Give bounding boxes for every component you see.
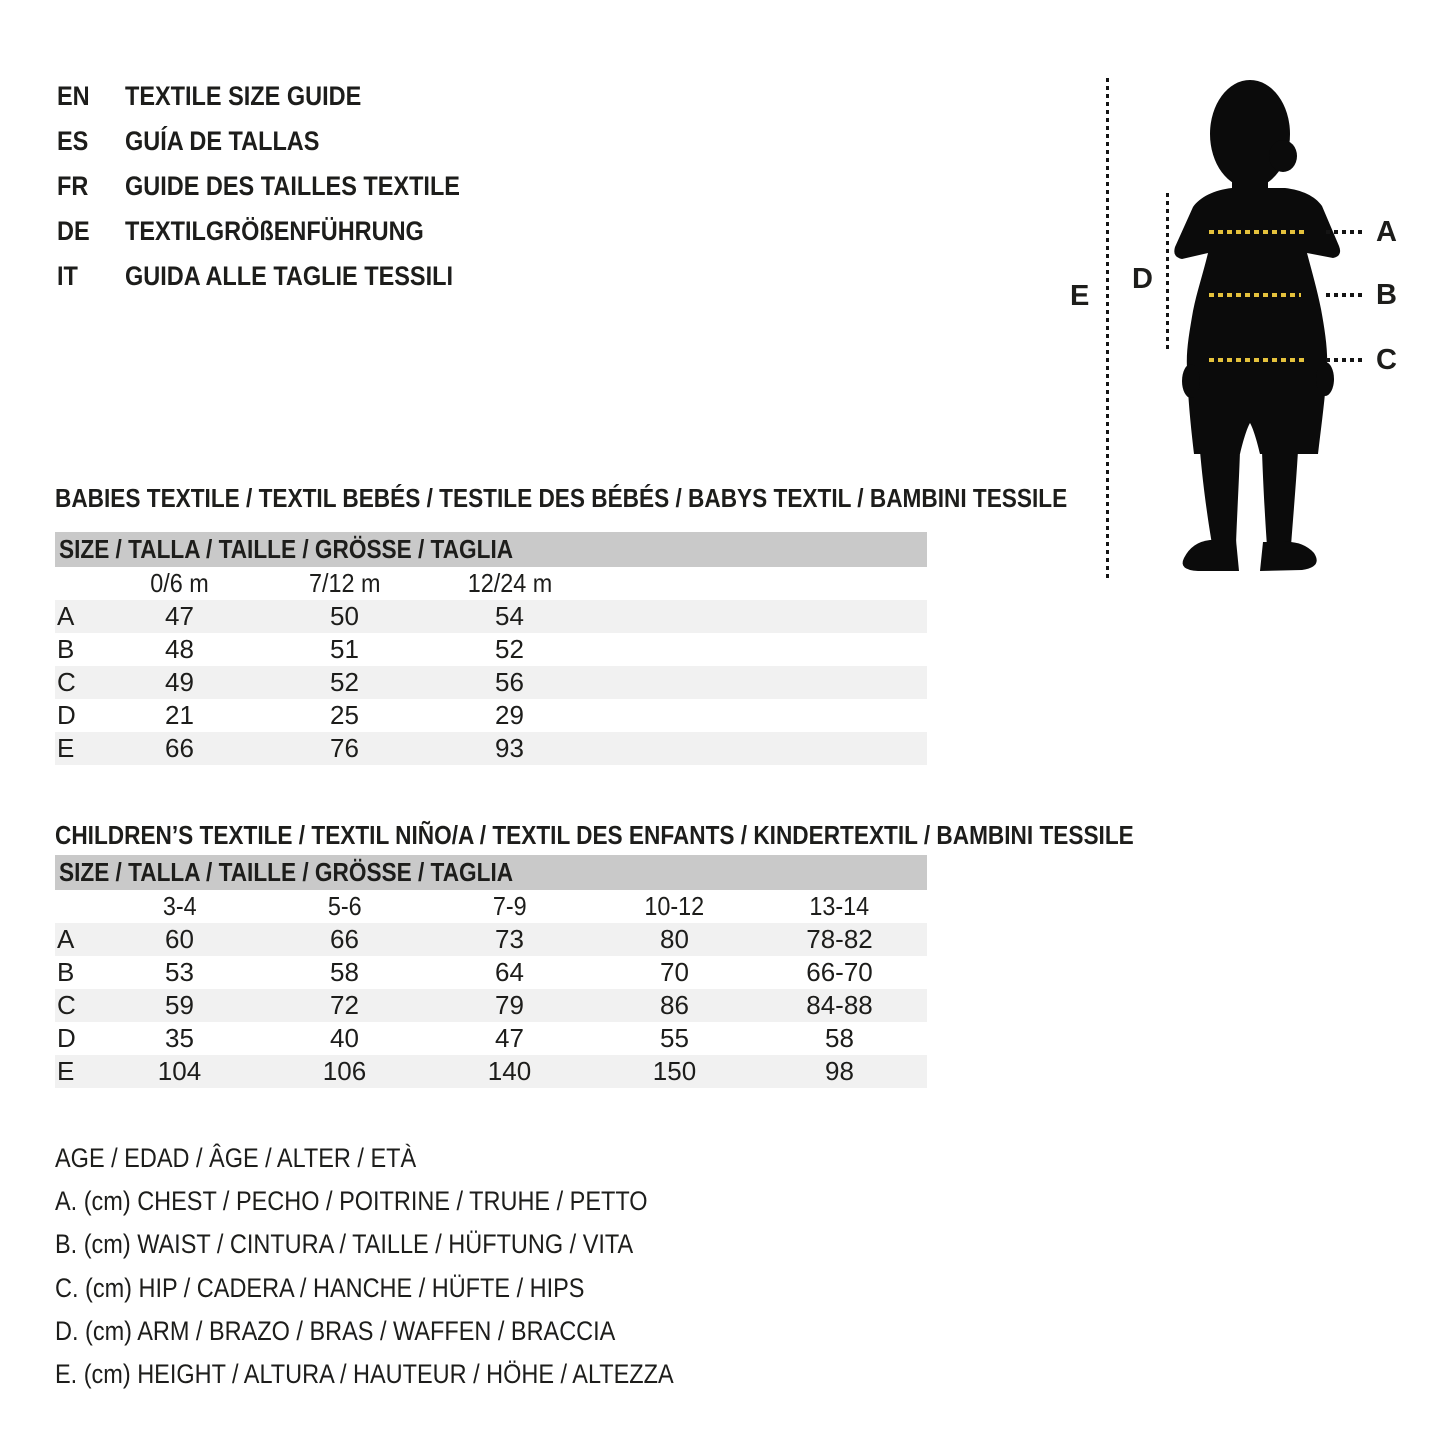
legend-arm-text: D. (cm) ARM / BRAZO / BRAS / WAFFEN / BRACCIA (55, 1316, 616, 1346)
children-col-10-12: 10-12 (644, 891, 705, 921)
children-size-bar-text: SIZE / TALLA / TAILLE / GRÖSSE / TAGLIA (59, 857, 514, 887)
silhouette-right-hand (1316, 362, 1334, 396)
babies-corner-cell (55, 567, 97, 600)
row-label: D (57, 700, 76, 730)
table-cell: 66 (330, 924, 359, 954)
silhouette-right-leg (1262, 451, 1298, 546)
table-cell: 54 (495, 601, 524, 631)
children-col-3-4: 3-4 (162, 891, 197, 921)
legend-waist-text: B. (cm) WAIST / CINTURA / TAILLE / HÜFTUNG / VITA (55, 1229, 634, 1259)
table-cell: 60 (165, 924, 194, 954)
table-cell: 86 (660, 990, 689, 1020)
children-section-heading-text: CHILDREN’S TEXTILE / TEXTIL NIÑO/A / TEXTIL DES ENFANTS / KINDERTEXTIL / BAMBINI TESSILE (55, 820, 1134, 850)
row-label: E (57, 733, 75, 763)
legend-height-text: E. (cm) HEIGHT / ALTURA / HAUTEUR / HÖHE / ALTEZZA (55, 1359, 674, 1389)
babies-section-heading-text: BABIES TEXTILE / TEXTIL BEBÉS / TESTILE DES BÉBÉS / BABYS TEXTIL / BAMBINI TESSILE (55, 483, 1068, 513)
lang-title-it: GUIDA ALLE TAGLIE TESSILI (125, 261, 453, 291)
hip-measure-line-c (1209, 358, 1305, 362)
children-size-table (55, 890, 927, 1088)
table-cell: 47 (165, 601, 194, 631)
table-cell: 51 (330, 634, 359, 664)
table-cell: 50 (330, 601, 359, 631)
table-cell: 52 (330, 667, 359, 697)
silhouette-torso (1174, 188, 1340, 454)
row-label: C (57, 667, 76, 697)
table-cell: 84-88 (806, 990, 873, 1020)
table-cell: 55 (660, 1023, 689, 1053)
table-cell: 59 (165, 990, 194, 1020)
silhouette-left-leg (1200, 451, 1240, 544)
table-cell: 64 (495, 957, 524, 987)
babies-col-7-12m: 7/12 m (308, 568, 381, 598)
lang-title-es: GUÍA DE TALLAS (125, 126, 320, 156)
children-col-5-6: 5-6 (327, 891, 362, 921)
lang-code-de: DE (57, 216, 90, 246)
arm-measure-line-d (1166, 193, 1169, 352)
legend-line-arm (55, 1316, 699, 1346)
legend-line-hip (55, 1273, 664, 1303)
table-cell: 150 (652, 1056, 697, 1086)
table-cell: 66-70 (806, 957, 873, 987)
figure-label-c: C (1376, 344, 1397, 376)
table-cell: 140 (487, 1056, 532, 1086)
lang-row-en (57, 76, 397, 116)
hip-leader-line-c (1326, 358, 1366, 362)
figure-label-e: E (1070, 280, 1090, 312)
table-cell: 53 (165, 957, 194, 987)
babies-column-header-row (55, 567, 927, 600)
table-cell: 79 (495, 990, 524, 1020)
children-col-header (262, 890, 427, 923)
row-label: C (57, 990, 76, 1020)
table-cell: 98 (825, 1056, 854, 1086)
table-cell: 72 (330, 990, 359, 1020)
table-row (55, 666, 927, 699)
table-cell: 29 (495, 700, 524, 730)
legend-hip-text: C. (cm) HIP / CADERA / HANCHE / HÜFTE / HIPS (55, 1273, 585, 1303)
table-cell: 106 (322, 1056, 367, 1086)
children-col-7-9: 7-9 (492, 891, 527, 921)
legend-line-chest (55, 1186, 736, 1216)
table-cell: 35 (165, 1023, 194, 1053)
lang-code-en: EN (57, 81, 90, 111)
babies-size-bar-text: SIZE / TALLA / TAILLE / GRÖSSE / TAGLIA (59, 534, 514, 564)
table-cell: 49 (165, 667, 194, 697)
babies-col-12-24m: 12/24 m (467, 568, 552, 598)
table-row (55, 633, 927, 666)
lang-code-es: ES (57, 126, 89, 156)
children-col-header (757, 890, 922, 923)
legend-chest-text: A. (cm) CHEST / PECHO / POITRINE / TRUHE / PETTO (55, 1186, 648, 1216)
silhouette-left-shoe (1183, 540, 1239, 571)
table-cell: 52 (495, 634, 524, 664)
babies-col-header (97, 567, 262, 600)
table-row (55, 1055, 927, 1088)
row-label: E (57, 1056, 75, 1086)
lang-title-de: TEXTILGRÖßENFÜHRUNG (125, 216, 424, 246)
table-row (55, 989, 927, 1022)
children-section-heading (55, 820, 1295, 851)
table-cell: 40 (330, 1023, 359, 1053)
table-cell: 78-82 (806, 924, 873, 954)
row-label: D (57, 1023, 76, 1053)
table-cell: 56 (495, 667, 524, 697)
table-cell: 25 (330, 700, 359, 730)
waist-leader-line-b (1326, 293, 1366, 297)
table-cell: 104 (157, 1056, 202, 1086)
figure-label-b: B (1376, 279, 1397, 311)
table-cell: 93 (495, 733, 524, 763)
table-cell: 58 (330, 957, 359, 987)
table-cell: 73 (495, 924, 524, 954)
silhouette-right-shoe (1260, 542, 1317, 571)
lang-row-es (57, 121, 349, 161)
chest-leader-line-a (1326, 230, 1366, 234)
table-cell: 21 (165, 700, 194, 730)
lang-title-en: TEXTILE SIZE GUIDE (125, 81, 362, 111)
waist-measure-line-b (1209, 293, 1301, 297)
table-cell: 80 (660, 924, 689, 954)
table-cell: 66 (165, 733, 194, 763)
children-col-header (427, 890, 592, 923)
table-cell: 70 (660, 957, 689, 987)
children-column-header-row (55, 890, 927, 923)
table-cell: 76 (330, 733, 359, 763)
table-row (55, 732, 927, 765)
lang-title-fr: GUIDE DES TAILLES TEXTILE (125, 171, 460, 201)
lang-row-fr (57, 166, 510, 206)
lang-code-it: IT (57, 261, 78, 291)
table-row (55, 1022, 927, 1055)
row-label: A (57, 601, 75, 631)
table-cell: 58 (825, 1023, 854, 1053)
babies-col-0-6m: 0/6 m (150, 568, 209, 598)
children-corner-cell (55, 890, 97, 923)
row-label: B (57, 634, 75, 664)
babies-size-bar (55, 532, 927, 567)
babies-col-header (262, 567, 427, 600)
children-size-bar (55, 855, 927, 890)
table-cell: 48 (165, 634, 194, 664)
table-row (55, 923, 927, 956)
child-silhouette (1170, 76, 1345, 576)
children-col-header (592, 890, 757, 923)
row-label: B (57, 957, 75, 987)
babies-size-table (55, 567, 927, 765)
table-row (55, 699, 927, 732)
figure-label-d: D (1132, 263, 1153, 295)
silhouette-ear (1269, 140, 1297, 172)
lang-row-de (57, 211, 469, 251)
children-col-header (97, 890, 262, 923)
babies-section-heading (55, 483, 1218, 514)
babies-col-header (427, 567, 592, 600)
children-col-13-14: 13-14 (809, 891, 870, 921)
legend-line-height (55, 1359, 766, 1389)
table-row (55, 956, 927, 989)
silhouette-left-hand (1182, 364, 1200, 398)
table-row (55, 600, 927, 633)
lang-row-it (57, 256, 502, 296)
lang-code-fr: FR (57, 171, 89, 201)
figure-label-a: A (1376, 216, 1397, 248)
table-cell: 47 (495, 1023, 524, 1053)
legend-line-age (55, 1143, 470, 1173)
legend-line-waist (55, 1229, 720, 1259)
legend-age-text: AGE / EDAD / ÂGE / ALTER / ETÀ (55, 1143, 417, 1173)
chest-measure-line-a (1209, 230, 1306, 234)
row-label: A (57, 924, 75, 954)
